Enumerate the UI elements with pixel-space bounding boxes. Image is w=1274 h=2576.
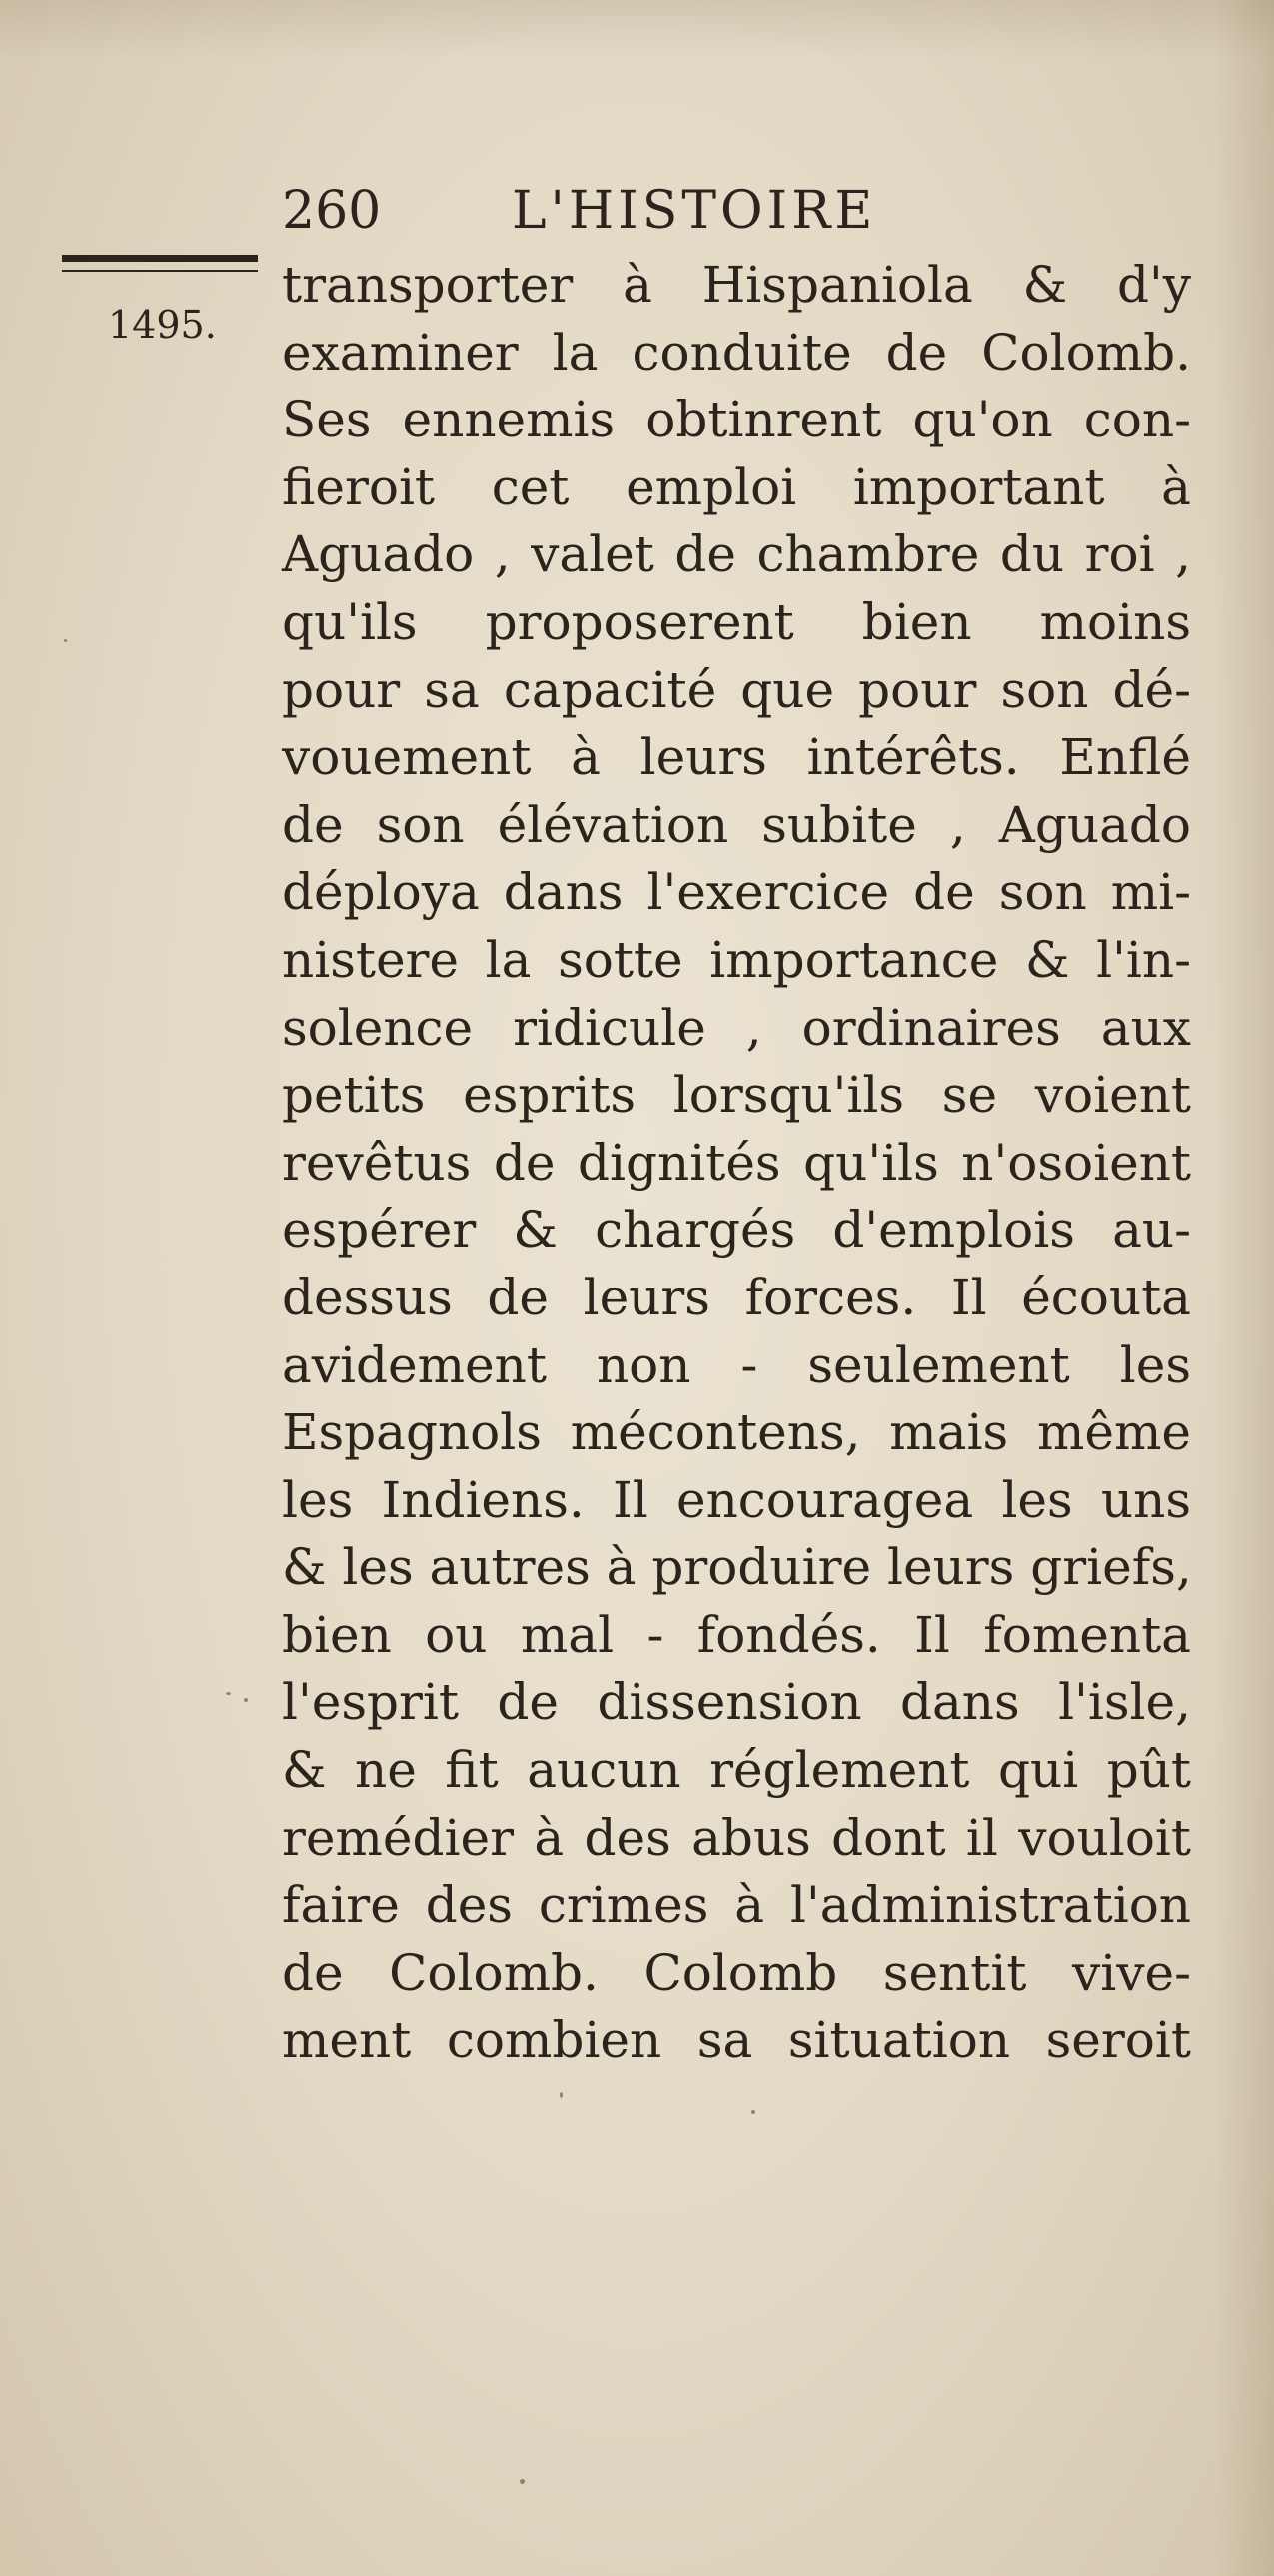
text-line: faire des crimes à l'administration [282, 1876, 1191, 1935]
text-line: Aguado , valet de chambre du roi , [282, 525, 1191, 584]
text-line: transporter à Hispaniola & d'y [282, 256, 1191, 314]
text-line: & les autres à produire leurs griefs, [282, 1538, 1192, 1597]
running-title: L'HISTOIRE [512, 181, 877, 241]
text-line: dessus de leurs forces. Il écouta [282, 1268, 1191, 1326]
text-line: examiner la conduite de Colomb. [282, 323, 1191, 382]
paper-speck [520, 2479, 525, 2484]
page-number: 260 [282, 181, 382, 241]
header-rule-thick [62, 255, 258, 262]
text-line: qu'ils proposerent bien moins [282, 592, 1191, 651]
page-header [282, 176, 1061, 246]
paper-speck [64, 639, 67, 642]
text-line: remédier à des abus dont il vouloit [282, 1808, 1191, 1867]
page-shadow-right [1214, 0, 1274, 2576]
text-line: de son élévation subite , Aguado [282, 795, 1191, 854]
text-line: nistere la sotte importance & l'in- [282, 930, 1191, 989]
text-line: bien ou mal - fondés. Il fomenta [282, 1605, 1191, 1664]
text-line: de Colomb. Colomb sentit vive- [282, 1943, 1191, 2002]
page-shadow-top [0, 0, 1274, 60]
text-line: fieroit cet emploi important à [282, 457, 1191, 516]
text-line: les Indiens. Il encouragea les uns [282, 1470, 1191, 1529]
text-line: Ses ennemis obtinrent qu'on con- [282, 391, 1191, 449]
body-text [282, 252, 1191, 2075]
text-line: ment combien sa situation seroit [282, 2011, 1191, 2070]
header-rule-thin [62, 270, 258, 272]
text-line: avidement non - seulement les [282, 1335, 1191, 1394]
text-line: & ne fit aucun réglement qui pût [282, 1741, 1191, 1800]
paper-speck [560, 2092, 563, 2098]
text-line: Espagnols mécontens, mais même [282, 1403, 1191, 1462]
paper-speck [244, 1698, 248, 1702]
text-line: revêtus de dignités qu'ils n'osoient [282, 1133, 1191, 1192]
paper-speck [751, 2110, 755, 2114]
text-line: l'esprit de dissension dans l'isle, [282, 1673, 1191, 1732]
text-line: vouement à leurs intérêts. Enflé [282, 728, 1191, 787]
text-line: solence ridicule , ordinaires aux [282, 998, 1191, 1057]
text-line: petits esprits lorsqu'ils se voient [282, 1066, 1191, 1125]
text-line: déploya dans l'exercice de son mi- [282, 863, 1191, 922]
text-line: pour sa capacité que pour son dé- [282, 660, 1191, 719]
text-line: espérer & chargés d'emplois au- [282, 1201, 1191, 1260]
margin-year-note: 1495. [108, 303, 217, 347]
paper-speck [226, 1692, 231, 1695]
